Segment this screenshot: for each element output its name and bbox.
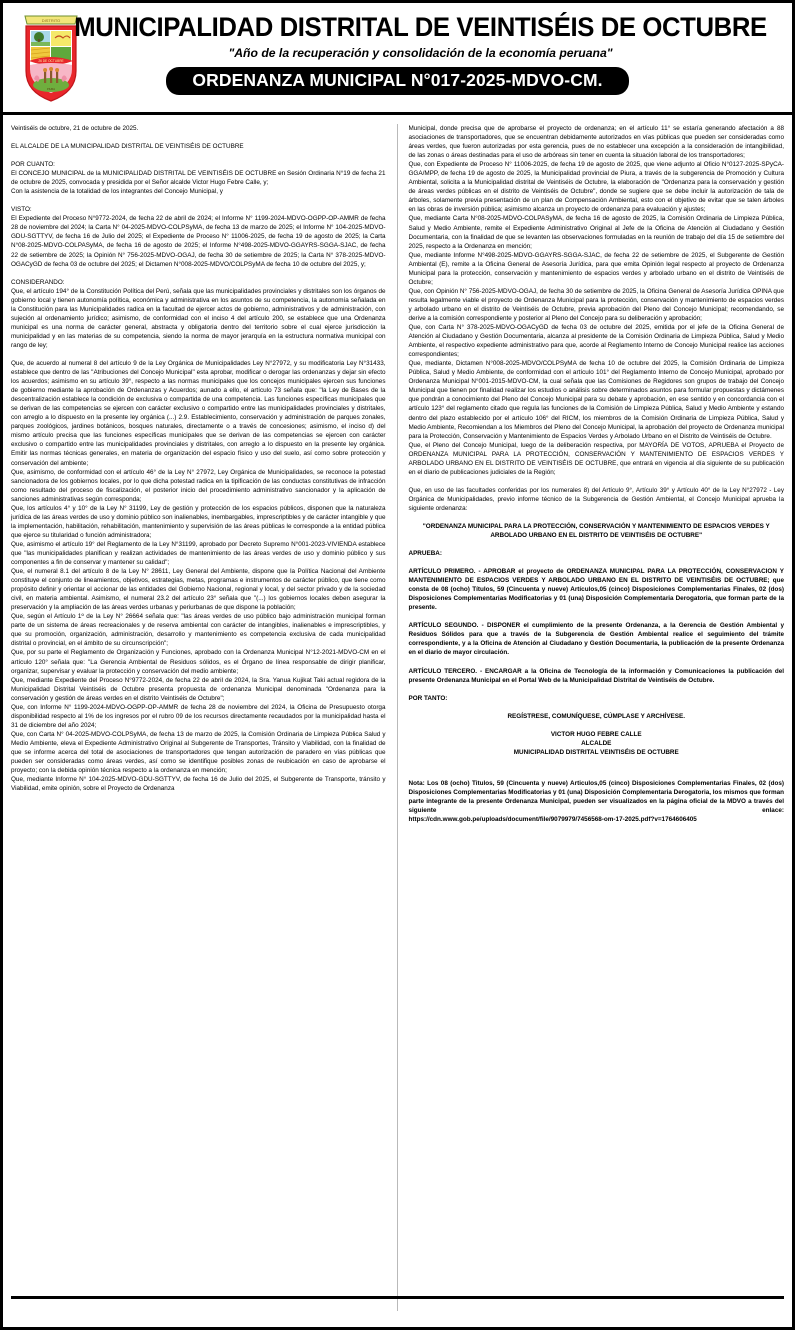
ordinance-number-badge: ORDENANZA MUNICIPAL N°017-2025-MDVO-CM. (166, 67, 628, 95)
right-paragraph-2: Que, con Expediente de Proceso N° 11006-2025, de fecha 19 de agosto de 2025, que viene adjunto al Oficio N°0127-2025-SPyCA-GGA/MPP, de fecha 19 de agosto de 2025, la Municipalidad provincial de Piura, a través de la subgerencia de Promoción y Cultura Ambiental, solicita a la Municipalidad distrital de Veintiséis de Octubre, la elaboración de "Ordenanza para la conservación y gestión de áreas verdes públicas en el distrito de Veintiséis de Octubre", donde se sugiere que se debe incluir la autorización de tala de árboles, solamente previa presentación de un plan de Compensación Ambiental, esto con el objetivo de evitar que se talen árboles en las obras de inversión pública; asimismo alcanza un proyecto de ordenanza para evaluación y ajustes; (408, 161, 784, 214)
considerando-paragraph-8: Que, por su parte el Reglamento de Organización y Funciones, aprobado con la Ordenanza Municipal N°12-2021-MDVO-CM en el artículo 120° señala que: "La Gerencia Ambiental de Residuos sólidos, es el Órgano de línea responsable de dirigir planificar, organizar, supervisar y evaluar la protección y conservación del medio ambiente; (11, 649, 386, 675)
considerando-paragraph-3: Que, asimismo, de conformidad con el artículo 46° de la Ley N° 27972, Ley Orgánica de Municipalidades, se reconoce la potestad sancionadora de los gobiernos locales, por lo que dicha potestad radica en la tipificación de las conductas constitutivas de infracción como resultado del proceso de fiscalización, el posterior inicio del procedimiento administrativo sancionador y la aplicación de sanciones administrativas según corresponda; (11, 468, 386, 503)
por-cuanto-paragraph-2: Con la asistencia de la totalidad de los integrantes del Concejo Municipal, y (11, 188, 223, 196)
nota-url[interactable]: https://cdn.www.gob.pe/uploads/document/file/9079979/7456568-om-17-2025.pdf?v=1764606405 (408, 816, 697, 824)
visto-label: VISTO: (11, 206, 32, 214)
svg-text:PIURA: PIURA (47, 88, 55, 91)
signer-role: ALCALDE (581, 739, 612, 747)
ordinance-banner-wrap (3, 67, 792, 95)
signer-name: VICTOR HUGO FEBRE CALLE (550, 730, 642, 738)
right-paragraph-7: Que, mediante, Dictamen N°008-2025-MDVO/COLPSyMA de fecha 10 de octubre del 2025, la Comisión Ordinaria de Limpieza Pública, Salud y Medio Ambiente, de conformidad con el artículo 101° del Reglamento Interno de Concejo Municipal, aprobado por Ordenanza Municipal N°001-2015-MDVO-CM, la cual señala que las Comisiones de Regidores son grupos de trabajo del Concejo Municipal que tienen por finalidad realizar los estudios o análisis sobre determinados asuntos para formular propuestas y dictámenes que pondrán a conocimiento del Pleno del Concejo Municipal para su debate y aprobación, en ese sentido y en concordancia con el artículo 123° del reglamento citado que regula las funciones de la Comisión de Limpieza Pública, Salud y Medio Ambiente y estando dentro del plazo establecido por el artículo 106° del RICM, los miembros de la Comisión Ordinaria de Limpieza Pública, Salud y Medio Ambiente, Recomiendan a los Miembros del Pleno del Concejo Municipal, la aprobación del proyecto de Ordenanza municipal para la Protección, Conservación y Mantenimiento de Espacios Verdes y Arbolado Urbano en el Distrito de Veintiséis de Octubre. (408, 360, 784, 440)
year-slogan: "Año de la recuperación y consolidación de la economía peruana" (228, 46, 613, 60)
right-paragraph-4: Que, mediante Informe N°498-2025-MDVO-GGAYRS-SGGA-SJAC, de fecha 22 de setiembre de 2025, el Subgerente de Gestión Ambiental (E), remite a la Oficina General de Asesoría Jurídica, para que emita Opinión legal respecto al proyecto de Ordenanza Municipal para la protección, conservación y mantenimiento de espacios verdes y arbolado urbano en el distrito de Veintiséis de Octubre; (408, 251, 784, 286)
considerando-paragraph-2: Que, de acuerdo al numeral 8 del artículo 9 de la Ley Orgánica de Municipalidades Ley N°27972, y su modificatoria Ley N°31433, establece que dentro de las "Atribuciones del Concejo Municipal" esta aprobar, modificar o derogar las ordenanzas y dejar sin efecto los acuerdos; asimismo en su artículo 39°, respecto a las normas municipales que los concejos municipales ejercen sus funciones de gobierno mediante la aprobación de Ordenanzas y Acuerdos; aunado a ello, el artículo 73 señala que: "la Ley de Bases de la descentralización establece la condición de exclusiva o compartida de una competencia. Las funciones específicas municipales que se derivan de las competencias se ejercen con carácter exclusivo o compartido entre las municipalidades provinciales y distritales, con arreglo a lo dispuesto en la presente ley orgánica (...) 2.9. Establecimiento, conservación y administración de parques zonales, parques zoológicos, jardines botánicos, bosques naturales, directamente o a través de concesiones; asimismo, el inciso d) del mismo artículo precisa que las funciones específicas municipales que se derivan de las competencias se ejercen con carácter exclusivo o compartido entre las municipalidades provinciales y distritales, con arreglo a lo dispuesto en la presente ley orgánica. Emitir las normas técnicas generales, en materia de organización del espacio físico y uso del suelo, así como sobre protección y conservación del ambiente; (11, 359, 386, 467)
right-paragraph-5: Que, con Opinión N° 756-2025-MDVO-OGAJ, de fecha 30 de setiembre de 2025, la Oficina General de Asesoría Jurídica OPINA que resulta legalmente viable el proyecto de Ordenanza Municipal para la protección, conservación y mantenimiento de espacios verdes y arbolado urbano en el distrito de Veintiséis de Octubre, previa aprobación del Pleno del Concejo Municipal; recomendando, se derive a la comisión correspondiente y posterior al Pleno del Concejo para su deliberación y aprobación; (408, 287, 784, 322)
considerando-paragraph-7: Que, según el Artículo 1º de la Ley N° 26664 señala que: "las áreas verdes de uso público bajo administración municipal forman parte de un sistema de áreas recreacionales y de reserva ambiental con carácter de intangibles, inalienables e imprescriptibles, y que su promoción, organización, administración, desarrollo y mantenimiento es competencia exclusiva de cada municipalidad distrital o provincial, en el ámbito de su circunscripción"; (11, 613, 386, 648)
ordinance-full-title: "ORDENANZA MUNICIPAL PARA LA PROTECCIÓN, CONSERVACIÓN Y MANTENIMIENTO DE ESPACIOS VERDES Y ARBOLADO URBANO EN EL DISTRITO DE VEINTISÉIS DE OCTUBRE" (422, 522, 770, 540)
por-cuanto-label: POR CUANTO: (11, 161, 55, 169)
registrese-line: REGÍSTRESE, COMUNÍQUESE, CÚMPLASE Y ARCHÍVESE. (507, 712, 686, 720)
aprueba-label: APRUEBA: (408, 550, 442, 558)
page-title: MUNICIPALIDAD DISTRITAL DE VEINTISÉIS DE OCTUBRE (74, 12, 767, 42)
considerando-paragraph-5: Que, asimismo el artículo 19° del Reglamento de la Ley N°31199, aprobado por Decreto Supremo N°001-2023-VIVIENDA establece que "las municipalidades planifican y realizan actividades de mantenimiento de las áreas verdes de uso y dominio público y sus componentes a fin de conservar y mantener su calidad"; (11, 540, 386, 567)
considerando-paragraph-1: Que, el artículo 194° de la Constitución Política del Perú, señala que las municipalidades provinciales y distritales son los órganos de gobierno local y tienen autonomía política, económica y administrativa en los asuntos de su competencia, la autonomía señalada en la Constitución para las Municipalidades radica en la facultad de ejercer actos de gobierno, administrativos y de administración, con sujeción al ordenamiento jurídico; asimismo, de conformidad con el inciso 4 del artículo 200, se establece que una Ordenanza municipal es una norma de carácter general, abstracta y obligatoria dentro del territorio sobre el cual ejerce jurisdicción la municipalidad y en las materias de su competencia, siendo la norma de mayor jerarquía en la estructura normativa municipal con rango de ley; (11, 287, 386, 349)
right-paragraph-3: Que, mediante Carta N°08-2025-MDVO-COLPASyMA, de fecha 16 de agosto de 2025, la Comisión Ordinaria de Limpieza Pública, Salud y Medio Ambiente, remite el Expediente Administrativo Original al Jefe de la Oficina de Atención al Ciudadano y Gestión Documentaria, con la finalidad de que se levanten las observaciones formuladas en la reunión de trabajo del día 15 de setiembre del 2025, respecto a la Ordenanza en mención; (408, 215, 784, 250)
right-paragraph-6: Que, con Carta N° 378-2025-MDVO-OGACyGD de fecha 03 de octubre del 2025, emitida por el jefe de la Oficina General de Atención al Ciudadano y Gestión Documentaria, alcanza al presidente de la Comisión Ordinaria de Limpieza Pública, Salud y Medio Ambiente, el respectivo expediente administrativo para que, acorde al Reglamento Interno de Concejo Municipal realice las acciones correspondientes; (408, 324, 784, 359)
continued-paragraph-1: Municipal, donde precisa que de aprobarse el proyecto de ordenanza; en el artículo 11° se estaría generando afectación a 88 asociaciones de transportadores, que se encuentran debidamente autorizados en vías públicas que pueden ser consideradas como áreas verdes, que fueron autorizadas por esta gerencia, pues de no establecer una excepción a la consideración de intangibilidad, de las zonas o áreas destinadas para el uso de arbóreas sin tener en cuenta la situación laboral de los transportadores; (408, 125, 784, 160)
por-cuanto-paragraph-1: El CONCEJO MUNICIPAL de la MUNICIPALIDAD DISTRITAL DE VEINTISÉIS DE OCTUBRE en Sesión Ordinaria N°19 de fecha 21 de octubre de 2025, convocada y presidida por el Señor alcalde Victor Hugo Febre Calle, y; (11, 170, 386, 187)
date-line: Veintiséis de octubre, 21 de octubre de 2025. (11, 125, 139, 132)
mayor-line: EL ALCALDE DE LA MUNICIPALIDAD DISTRITAL DE VEINTISÉIS DE OCTUBRE (11, 143, 244, 151)
considerando-paragraph-9: Que, mediante Expediente del Proceso N°9772-2024, de fecha 22 de abril de 2024, la Sra. Yanua Kujikat Taki actual regidora de la Municipalidad Distrital Veintiséis de Octubre presenta propuesta de ordenanza Municipal denominada "Ordenanza para la conservación y gestión de áreas verdes en el distrito Veintiséis de Octubre"; (11, 676, 386, 702)
nota-label: Nota: (408, 779, 425, 787)
right-column (398, 124, 785, 1311)
considerando-paragraph-11: Que, con Carta N° 04-2025-MDVO-COLPSyMA, de fecha 13 de marzo de 2025, la Comisión Ordinaria de Limpieza Pública Salud y Medio Ambiente, eleva el Expediente Administrativo Original al Subgerente de Transportes, Tránsito y Viabilidad, con la finalidad de que se informe acerca del total de asociaciones de transportadores que tengan autorización de paradero en vías públicas que pueden ser consideradas como áreas verdes, así como se identifique posibles zonas de reubicación en caso de aprobarse el proyecto; con la debida opinión técnica respecto a la ordenanza en mención; (11, 730, 386, 775)
considerando-paragraph-10: Que, con Informe N° 1199-2024-MDVO-OGPP-OP-AMMR de fecha 28 de noviembre del 2024, la Oficina de Presupuesto otorga disponibilidad respecto al 1% de los ingresos por el rubro 09 de los recursos directamente recaudados por la municipalidad hasta el 31 de diciembre del año 2024; (11, 703, 386, 729)
articulo-primero: ARTÍCULO PRIMERO. - APROBAR el proyecto de ORDENANZA MUNICIPAL PARA LA PROTECCIÓN, CONSERVACION Y MANTENIMIENTO DE ESPACIOS VERDES Y ARBOLADO URBANO EN EL DISTRITO DE VEINTISÉIS DE OCTUBRE; que consta de 08 (ocho) Títulos, 59 (Cincuenta y nueve) Artículos,05 (cinco) Disposiciones Complementarias Finales, 02 (dos) Disposiciones Complementarias Modificatorias y 01 (una) Disposición Complementaria Derogatoria, que forman parte de la presente. (408, 568, 784, 612)
articulo-segundo: ARTÍCULO SEGUNDO. - DISPONER el cumplimiento de la presente Ordenanza, a la Gerencia de Gestión Ambiental y Residuos Sólidos para que a través de la Subgerencia de Gestión Ambiental realice el seguimiento del trámite correspondiente, y a la Oficina de Atención al Ciudadano y Gestión Documentaria, la publicación de la presente Ordenanza en el diario de mayor circulación. (408, 622, 784, 657)
visto-paragraph: El Expediente del Proceso N°9772-2024, de fecha 22 de abril de 2024; el Informe N° 1199-2024-MDVO-OGPP-OP-AMMR de fecha 28 de noviembre del 2024; la Carta N° 04-2025-MDVO-COLPSyMA, de fecha 13 de marzo de 2025; el Informe N° 104-2025-MDVO-GDU-SGTTYV, de fecha 16 de Julio del 2025; el Expediente de Proceso N° 11006-2025, de fecha 19 de agosto de 2025; la Carta N°08-2025-MDVO-COLPASyMA, de fecha 16 de agosto de 2025; el Informe N°498-2025-MDVO-GGAYRS-SGGA-SJAC, de fecha 22 de setiembre de 2025; la Opinión N° 756-2025-MDVO-OGAJ, de fecha 30 de setiembre de 2025; la Carta N° 378-2025-MDVO-OGACyGD de fecha 03 de octubre del 2025; el Dictamen N°008-2025-MDVO/COLPSyMA de fecha 10 de octubre del 2025, y; (11, 215, 386, 268)
articulo-tercero: ARTÍCULO TERCERO. - ENCARGAR a la Oficina de Tecnología de la información y Comunicaciones la publicación del presente Ordenanza Municipal en el Portal Web de la Municipalidad Distrital de Veintiséis de Octubre. (408, 667, 784, 684)
signer-entity: MUNICIPALIDAD DISTRITAL VEINTISÉIS DE OCTUBRE (513, 748, 679, 756)
nota-text: Los 08 (ocho) Titulos, 59 (Cincuenta y nueve) Articulos,05 (cinco) Disposiciones Complementarias Finales, 02 (dos) Disposiciones Complementarias Modificatorias y 01 (una) Disposición Complementaria Derogatoria, los mismos que forman parte integrante de la presente Ordenanza Municipal, pueden ser visualizados en la página oficial de la MDVO a través del siguiente (408, 779, 784, 814)
considerando-label: CONSIDERANDO: (11, 278, 65, 286)
right-paragraph-9: Que, en uso de las facultades conferidas por los numerales 8) del Artículo 9°, Artículo 39° y Artículo 40° de la Ley N°27972 - Ley Orgánica de Municipalidades, previo informe técnico de la Subgerencia de Gestión Ambiental, el Concejo Municipal aprueba la siguiente ordenanza: (408, 486, 784, 512)
considerando-paragraph-12: Que, mediante Informe N° 104-2025-MDVO-GDU-SGTTYV, de fecha 16 de Julio del 2025, el Subgerente de Transporte, tránsito y Viabilidad, emite opinión, sobre el Proyecto de Ordenanza (11, 776, 386, 793)
por-tanto-label: POR TANTO: (408, 694, 448, 702)
considerando-paragraph-4: Que, los artículos 4° y 10° de la Ley N° 31199, Ley de gestión y protección de los espacios públicos, disponen que la naturaleza jurídica de las áreas verdes de uso y dominio público son inalienables, inembargables, imprescriptibles y de carácter intangible y que la implementación, habilitación, rehabilitación, mantenimiento y supervisión de las áreas públicas le corresponde a la entidad pública que ejerce su titularidad o función administradora; (11, 504, 386, 539)
considerando-paragraph-6: Que, el numeral 8.1 del artículo 8 de la Ley N° 28611, Ley General del Ambiente, dispone que la Política Nacional del Ambiente constituye el conjunto de lineamientos, objetivos, estrategias, metas, programas e instrumentos de carácter público, que tiene como propósito definir y orientar el accionar de las entidades del Gobierno Nacional, regional y local, y del sector privado y de la sociedad civil, en materia ambiental. Asimismo, el numeral 23.2 del artículo 23° señala que "(...) los gobiernos locales deben asegurar la preservación y la ampliación de las áreas verdes urbanas y periurbanas de que dispone la población; (11, 568, 386, 612)
footer-divider (11, 1296, 784, 1299)
nota-enlace-label: enlace: (762, 807, 784, 814)
document-header (3, 3, 792, 115)
right-paragraph-8: Que, el Pleno del Concejo Municipal, luego de la deliberación respectiva, por MAYORÍA DE VOTOS, APRUEBA el Proyecto de ORDENANZA MUNICIPAL PARA LA PROTECCIÓN, CONSERVACIÓN Y MANTENIMIENTO DE ESPACIOS VERDES Y ARBOLADO URBANO EN EL DISTRITO DE VEINTISÉIS DE OCTUBRE, que entrará en vigencia al día siguiente de su publicación en el diario de publicaciones judiciales de la Región; (408, 441, 784, 476)
left-column (11, 124, 398, 1311)
svg-text:DISTRITO: DISTRITO (41, 18, 61, 23)
svg-text:26 DE OCTUBRE: 26 DE OCTUBRE (38, 59, 64, 63)
document-columns (3, 115, 792, 1311)
nota-block (409, 779, 785, 815)
